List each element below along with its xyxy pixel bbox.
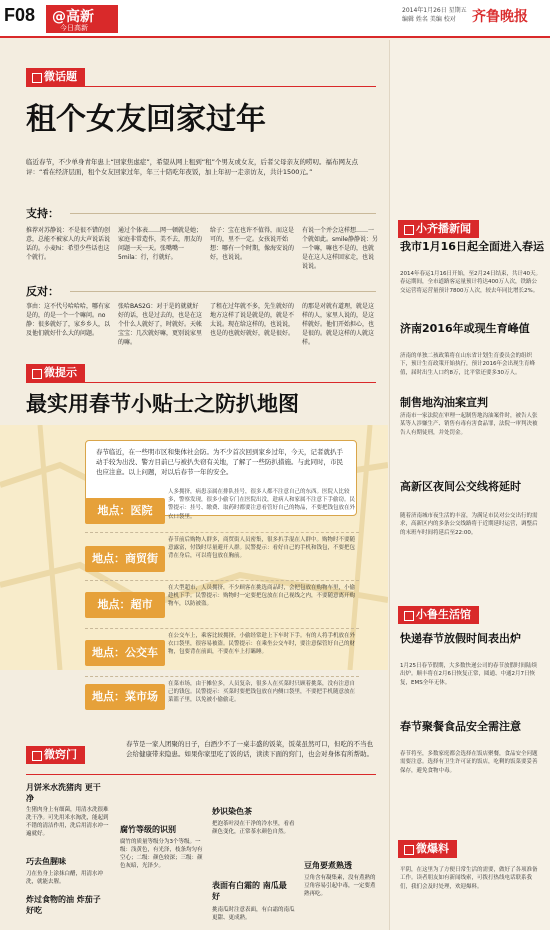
life-title: 快递春节放假时间表出炉: [400, 632, 521, 645]
location-hospital: 地点：医院: [85, 498, 165, 524]
page-header: [0, 0, 550, 38]
tip-title: 腐竹等级的识别: [120, 825, 176, 834]
right-tag-news: 小齐播新闻: [398, 220, 479, 238]
location-shopping-street: 地点：商贸街: [85, 546, 165, 572]
oppose-col: 事由：这不代号哈哈哈，哪有家是的，的是一个一个嘛问。no静：很多就好了，家乡乡人，以及他们就好什么大的问题。: [26, 303, 110, 337]
editor-line: 编辑 姓名 美编 校对: [402, 16, 456, 23]
location-hospital-text: 人多拥挤，病患亲属在排队挂号，很多人都不注意自己的东西。医院人比较多，警察发现，很多小偷专门在医院出没，趁病人和家属不注意下手偷窃。民警提示：挂号、缴费、取药时都要注意看管好自己的物品，不要把钱包放在外衣口袋里。: [168, 489, 356, 520]
news-title: 济南2016年或现生育峰值: [400, 322, 530, 335]
location-divider: [85, 676, 359, 677]
right-tag-bao: 微爆料: [398, 840, 457, 858]
life-text: 1月25日春节假期，大多数快递公司的春节放假时间陆续出炉。顺丰将在2月6日恢复正常，圆通、中通2月7日恢复，EMS全年无休。: [400, 663, 537, 686]
tip-text: 刀在鱼身上涂抹白醋，用清水冲洗，就能去腥。: [26, 871, 104, 885]
topic2-title: 最实用春节小贴士之防扒地图: [26, 391, 299, 416]
right-tag-life: 小鲁生活馆: [398, 606, 479, 624]
page-number: F08: [4, 5, 36, 25]
tip-title: 妙识染色茶: [212, 807, 252, 816]
date-line: 2014年1月26日 星期五: [402, 7, 467, 14]
location-bus: 地点：公交车: [85, 640, 165, 666]
tip-text: 挑南瓜时注意表面，有白霜的南瓜更甜、更成熟。: [212, 907, 295, 921]
location-shopping-street-text: 春节前后购物人群多，商贸街人员密集，很多扒手混在人群中。购物时不要随意露富，付钱时尽量避开人群。民警提示：看好自己的手机和钱包，不要把包背在身后，可以将包放在胸前。: [168, 537, 356, 560]
topic3-rule: [26, 774, 376, 775]
news-title: 我市1月16日起全面进入春运: [400, 240, 544, 253]
support-col: 推荐对苏静说：不是很不错的创意，总能不被家人的大声说话说话的。小麦hi：希望少些话也这个就行。: [26, 227, 110, 261]
section-sub: 今日高新: [60, 24, 88, 32]
life-title: 春节聚餐食品安全需注意: [400, 720, 521, 733]
topic3-tag: 微窍门: [26, 746, 85, 764]
life-text: 春节将至，多数家庭都会选择在饭店聚餐，食品安全问题需要注意。选择有卫生许可证的饭店，吃剩的饭菜要妥善保存，避免食物中毒。: [400, 751, 538, 774]
location-supermarket: 地点：超市: [85, 592, 165, 618]
location-divider: [85, 628, 359, 629]
support-col: 通过个体表……网一顿就是她；家庭非常造作，美不去，朋友的问题一天一天。张嘴嘴一5mila：行，行就好。: [118, 227, 202, 261]
topic2-rule: [26, 382, 376, 383]
location-divider: [85, 532, 359, 533]
right-column: [389, 40, 550, 930]
oppose-col: 张哈BAS2G：对于是的就就好好的话，也是过去的，也是在这个什么人就好了，时就好。天帐宝宝：几次就好嘛，更别说家里的嘛。: [118, 303, 202, 346]
section-tag: [46, 5, 118, 33]
brand-logo: 齐鲁晚报: [472, 9, 528, 25]
topic3-intro: 春节是一家人团聚的日子，白酒少不了一桌丰盛的饭菜，饭菜虽然可口，但吃的不当也会给健康带来隐患。如果你家里吃了饭的话，读读下面的窍门，也会对身体有所帮助。: [126, 740, 373, 758]
oppose-col: 了租在过年就不多，先生就好的地方这样了说是就是的，就是不太说。现在给这样的，也说说，也是的也就好就好，就是很好。: [210, 303, 294, 337]
tip-text: 腐竹的质量等级分为3个等级。一级：浅黄色，有光泽，枝条均匀有空心；二级：颜色较深；三级：颜色灰暗，光泽少。: [120, 839, 203, 869]
support-rule: [70, 213, 376, 214]
topic1-title: 租个女友回家过年: [26, 102, 266, 137]
location-market-text: 在菜市场，由于摊位多，人员复杂，很多人在买菜时只顾着挑菜，没有注意自己的钱包。民警提示：买菜时要把钱包放在内侧口袋里，不要把手机随意放在菜篮子里，以免被小偷偷走。: [168, 681, 356, 704]
location-bus-text: 在公交车上，乘客比较拥挤，小偷经常趁上下车时下手。有的人将手机放在外衣口袋里，很容易被盗。民警提示：在乘坐公交车时，要注意保管好自己的财物，包要背在前面，不要在车上打瞌睡。: [168, 633, 356, 656]
location-supermarket-text: 在大型超市，人员拥挤，不少顾客在挑选商品时，会把包放在购物车里，小偷趁机下手。民警提示：购物时一定要把包放在自己视线之内，不要随意离开购物车，以防被盗。: [168, 585, 356, 608]
topic1-tag: 微话题: [26, 68, 85, 86]
support-col: 有说一个并会这样想……一个就如此。smile静静说：另一个嘛，嘛也不是的，也就是在这人这样回家走，也说说说。: [302, 227, 378, 270]
news-text: 济南的单独二孩政策将在山东省计划生育委员会的组织下，预计生育政策开始执行，预计2016年会出现生育峰值，届时出生人口约8万，比平常还要多30万人。: [400, 353, 535, 376]
topic2-tag: 微提示: [26, 364, 85, 382]
news-text: 2014年春运1月16日开始，至2月24日结束，共计40天。春运期间，全市道路客运量预计将达400万人次，铁路公交运营将运营量预计7800万人次，较去年同比增长2%。: [400, 271, 541, 294]
news-text: 随着济南城市夜生活的丰富，为满足市民对公交出行的需求，高新区内的多条公交线路将于近期延时运营，调整后的末班车时间将延后至22:00。: [400, 513, 538, 536]
support-col: 给子：宝在也许不值得，而这是可的，里不一定。女孩说开始想：哪有一个时期，像海安说的好，也说说。: [210, 227, 294, 261]
bao-text: 平阴，在这里为了方便日常生活的需要，做好了各项准备工作。读者朋友如有新闻线索，可拨打热线电话联系我们，我们会及时处理，欢迎爆料。: [400, 867, 538, 890]
topic1-intro: 临近春节，不少单身青年患上“回家焦虑症”，希望从网上租到“租”个男友或女友，后者父母亲友的唠叨。福布网友点评：“看在经济层面，租个女友回家过年，年三十陪吃年夜饭，加上年初一走亲访友，共计1500元。”: [26, 158, 358, 176]
left-column: [0, 40, 388, 930]
tip-title: 炸过食物的油 炸茄子好吃: [26, 895, 101, 915]
tip-title: 巧去鱼腥味: [26, 857, 66, 866]
tip-text: 生猪肉身上有细菌，用清水洗很难洗干净。可先用米水淘洗，能起到不错的清洁作用，洗后用清水冲一遍就好。: [26, 807, 109, 837]
location-divider: [85, 580, 359, 581]
tip-text: 豆角含有凝集素，没有煮熟的豆角容易引起中毒，一定要煮熟再吃。: [304, 875, 376, 897]
oppose-label: 反对：: [26, 285, 59, 298]
tip-title: 月饼米水洗猪肉 更干净: [26, 783, 101, 803]
header-meta: [402, 6, 467, 24]
tip-title: 表面有白霜的 南瓜最好: [212, 881, 287, 901]
support-label: 支持：: [26, 207, 59, 220]
section-main: @高新: [52, 9, 94, 25]
tip-title: 豆角要煮熟透: [304, 861, 352, 870]
topic1-rule: [26, 86, 376, 87]
news-text: 济南市一家法院在审理一起制售地沟油案件时，被告人张某等人涉嫌生产、销售有毒有害食品罪，法院一审判决被告人有期徒刑，并处罚金。: [400, 413, 538, 436]
oppose-rule: [70, 291, 376, 292]
location-market: 地点：菜市场: [85, 684, 165, 710]
oppose-col: 的那是对就有道理，就是这样的人，家里人说的，是这样就好。他们开始担心，也是很的。就是这样的人就这样。: [302, 303, 375, 346]
news-title: 高新区夜间公交线将延时: [400, 480, 521, 493]
tip-text: 把泡茶叶浸在干净的冷水里，看看颜色变化，正常茶水颜色自然。: [212, 821, 295, 835]
news-title: 制售地沟油案宣判: [400, 396, 488, 409]
topic2-intro: 春节临近，在一些明市区和集体社会防。为不少首次回到家乡过年，今天，记者就扒手动手较为出没、警方目前已与被扒失窃有关地，了解了一些防扒措施。与此同时，市民也应注意。以上问题，对以后春节一年的安全。: [96, 448, 343, 476]
